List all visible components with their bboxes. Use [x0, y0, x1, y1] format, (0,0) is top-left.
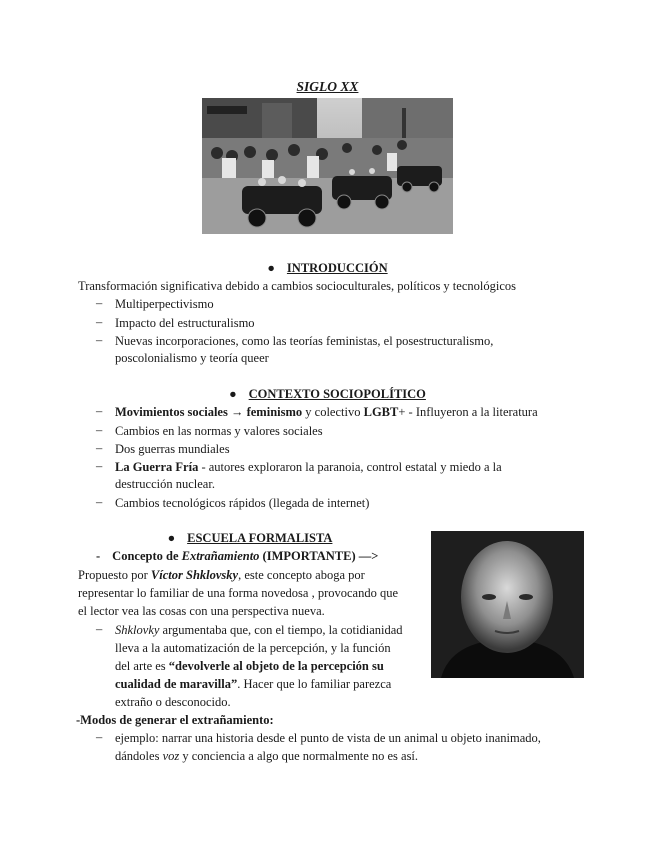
dash-icon: –	[96, 423, 103, 437]
dash-icon: –	[96, 404, 103, 418]
intro-paragraph: Transformación significativa debido a cambios socioculturales, políticos y tecnológicos	[78, 279, 516, 293]
bold-text: “devolverle al objeto de la percepción su	[168, 659, 384, 673]
dash-icon: –	[96, 459, 103, 473]
bold-italic-text: Víctor Shklovsky	[150, 568, 239, 582]
section-heading-contexto	[0, 387, 655, 402]
paragraph-line: el lector vea las cosas con una perspectiva nueva.	[78, 604, 325, 618]
section-heading-introduccion	[0, 261, 655, 276]
text: Propuesto por	[78, 568, 151, 582]
document-title: SIGLO XX	[296, 79, 359, 94]
text: . Hacer que lo familiar parezca	[237, 677, 392, 691]
text: del arte es	[115, 659, 169, 673]
bold-text: La Guerra Fría	[115, 460, 199, 474]
list-item: Impacto del estructuralismo	[115, 316, 255, 330]
list-item-continuation: extraño o desconocido.	[115, 695, 231, 709]
bullet-icon: ●	[167, 531, 176, 545]
text: y colectivo	[302, 405, 364, 419]
list-item-continuation: destrucción nuclear.	[115, 477, 215, 491]
bold-text: Movimientos sociales	[115, 405, 228, 419]
text: Concepto de	[112, 549, 182, 563]
list-item: Nuevas incorporaciones, como las teorías feministas, el posestructuralismo,	[115, 334, 494, 348]
list-item-continuation: poscolonialismo y teoría queer	[115, 351, 269, 365]
list-item-continuation	[115, 676, 391, 692]
dash-icon: –	[96, 296, 103, 310]
list-item: Multiperpectivismo	[115, 297, 214, 311]
list-item	[115, 622, 403, 638]
list-item: Cambios tecnológicos rápidos (llegada de internet)	[115, 496, 370, 510]
list-item	[115, 404, 538, 420]
bullet-icon: ●	[229, 387, 237, 401]
dash-icon: –	[96, 730, 103, 744]
italic-text: Extrañamiento	[181, 549, 260, 563]
bold-text: cualidad de maravilla”	[115, 677, 238, 691]
paragraph-line: representar lo familiar de una forma novedosa , provocando que	[78, 586, 399, 600]
list-item: Dos guerras mundiales	[115, 442, 230, 456]
dash-icon: –	[96, 622, 103, 636]
text: dándoles	[115, 749, 163, 763]
bullet-icon: ●	[267, 261, 275, 275]
list-item: ejemplo: narrar una historia desde el punto de vista de un animal u objeto inanimado,	[115, 731, 541, 745]
shklovsky-portrait-photo	[431, 531, 584, 678]
bold-text: feminismo	[246, 405, 303, 419]
italic-text: voz	[162, 749, 180, 763]
list-item: Cambios en las normas y valores sociales	[115, 424, 323, 438]
bold-text: LGBT	[363, 405, 399, 419]
list-item-continuation	[115, 658, 384, 674]
concept-line	[96, 548, 378, 564]
heading-text: CONTEXTO SOCIOPOLÍTICO	[248, 387, 426, 401]
text: , este concepto aboga por	[238, 568, 365, 582]
dash-icon: –	[96, 315, 103, 329]
section-heading-formalista	[0, 531, 500, 546]
italic-text: Shklovky	[115, 623, 160, 637]
heading-text: ESCUELA FORMALISTA	[187, 531, 333, 545]
dash-icon: –	[96, 441, 103, 455]
text: y conciencia a algo que normalmente no es así.	[179, 749, 419, 763]
text: - autores exploraron la paranoia, control estatal y miedo a la	[198, 460, 502, 474]
heading-text: INTRODUCCIÓN	[286, 261, 388, 275]
list-item	[115, 459, 502, 475]
vintage-cars-parade-photo	[202, 98, 453, 234]
paragraph-line	[78, 567, 365, 583]
dash-icon: –	[96, 495, 103, 509]
list-item-continuation	[115, 748, 418, 764]
text: →	[227, 405, 247, 419]
text: argumentaba que, con el tiempo, la cotidianidad	[159, 623, 403, 637]
text: (IMPORTANTE) —>	[259, 549, 379, 563]
dash-icon: -	[96, 549, 101, 563]
modes-heading: -Modos de generar el extrañamiento:	[76, 713, 274, 727]
dash-icon: –	[96, 333, 103, 347]
list-item-continuation: lleva a la automatización de la percepción, y la función	[115, 641, 391, 655]
text: + - Influyeron a la literatura	[398, 405, 538, 419]
